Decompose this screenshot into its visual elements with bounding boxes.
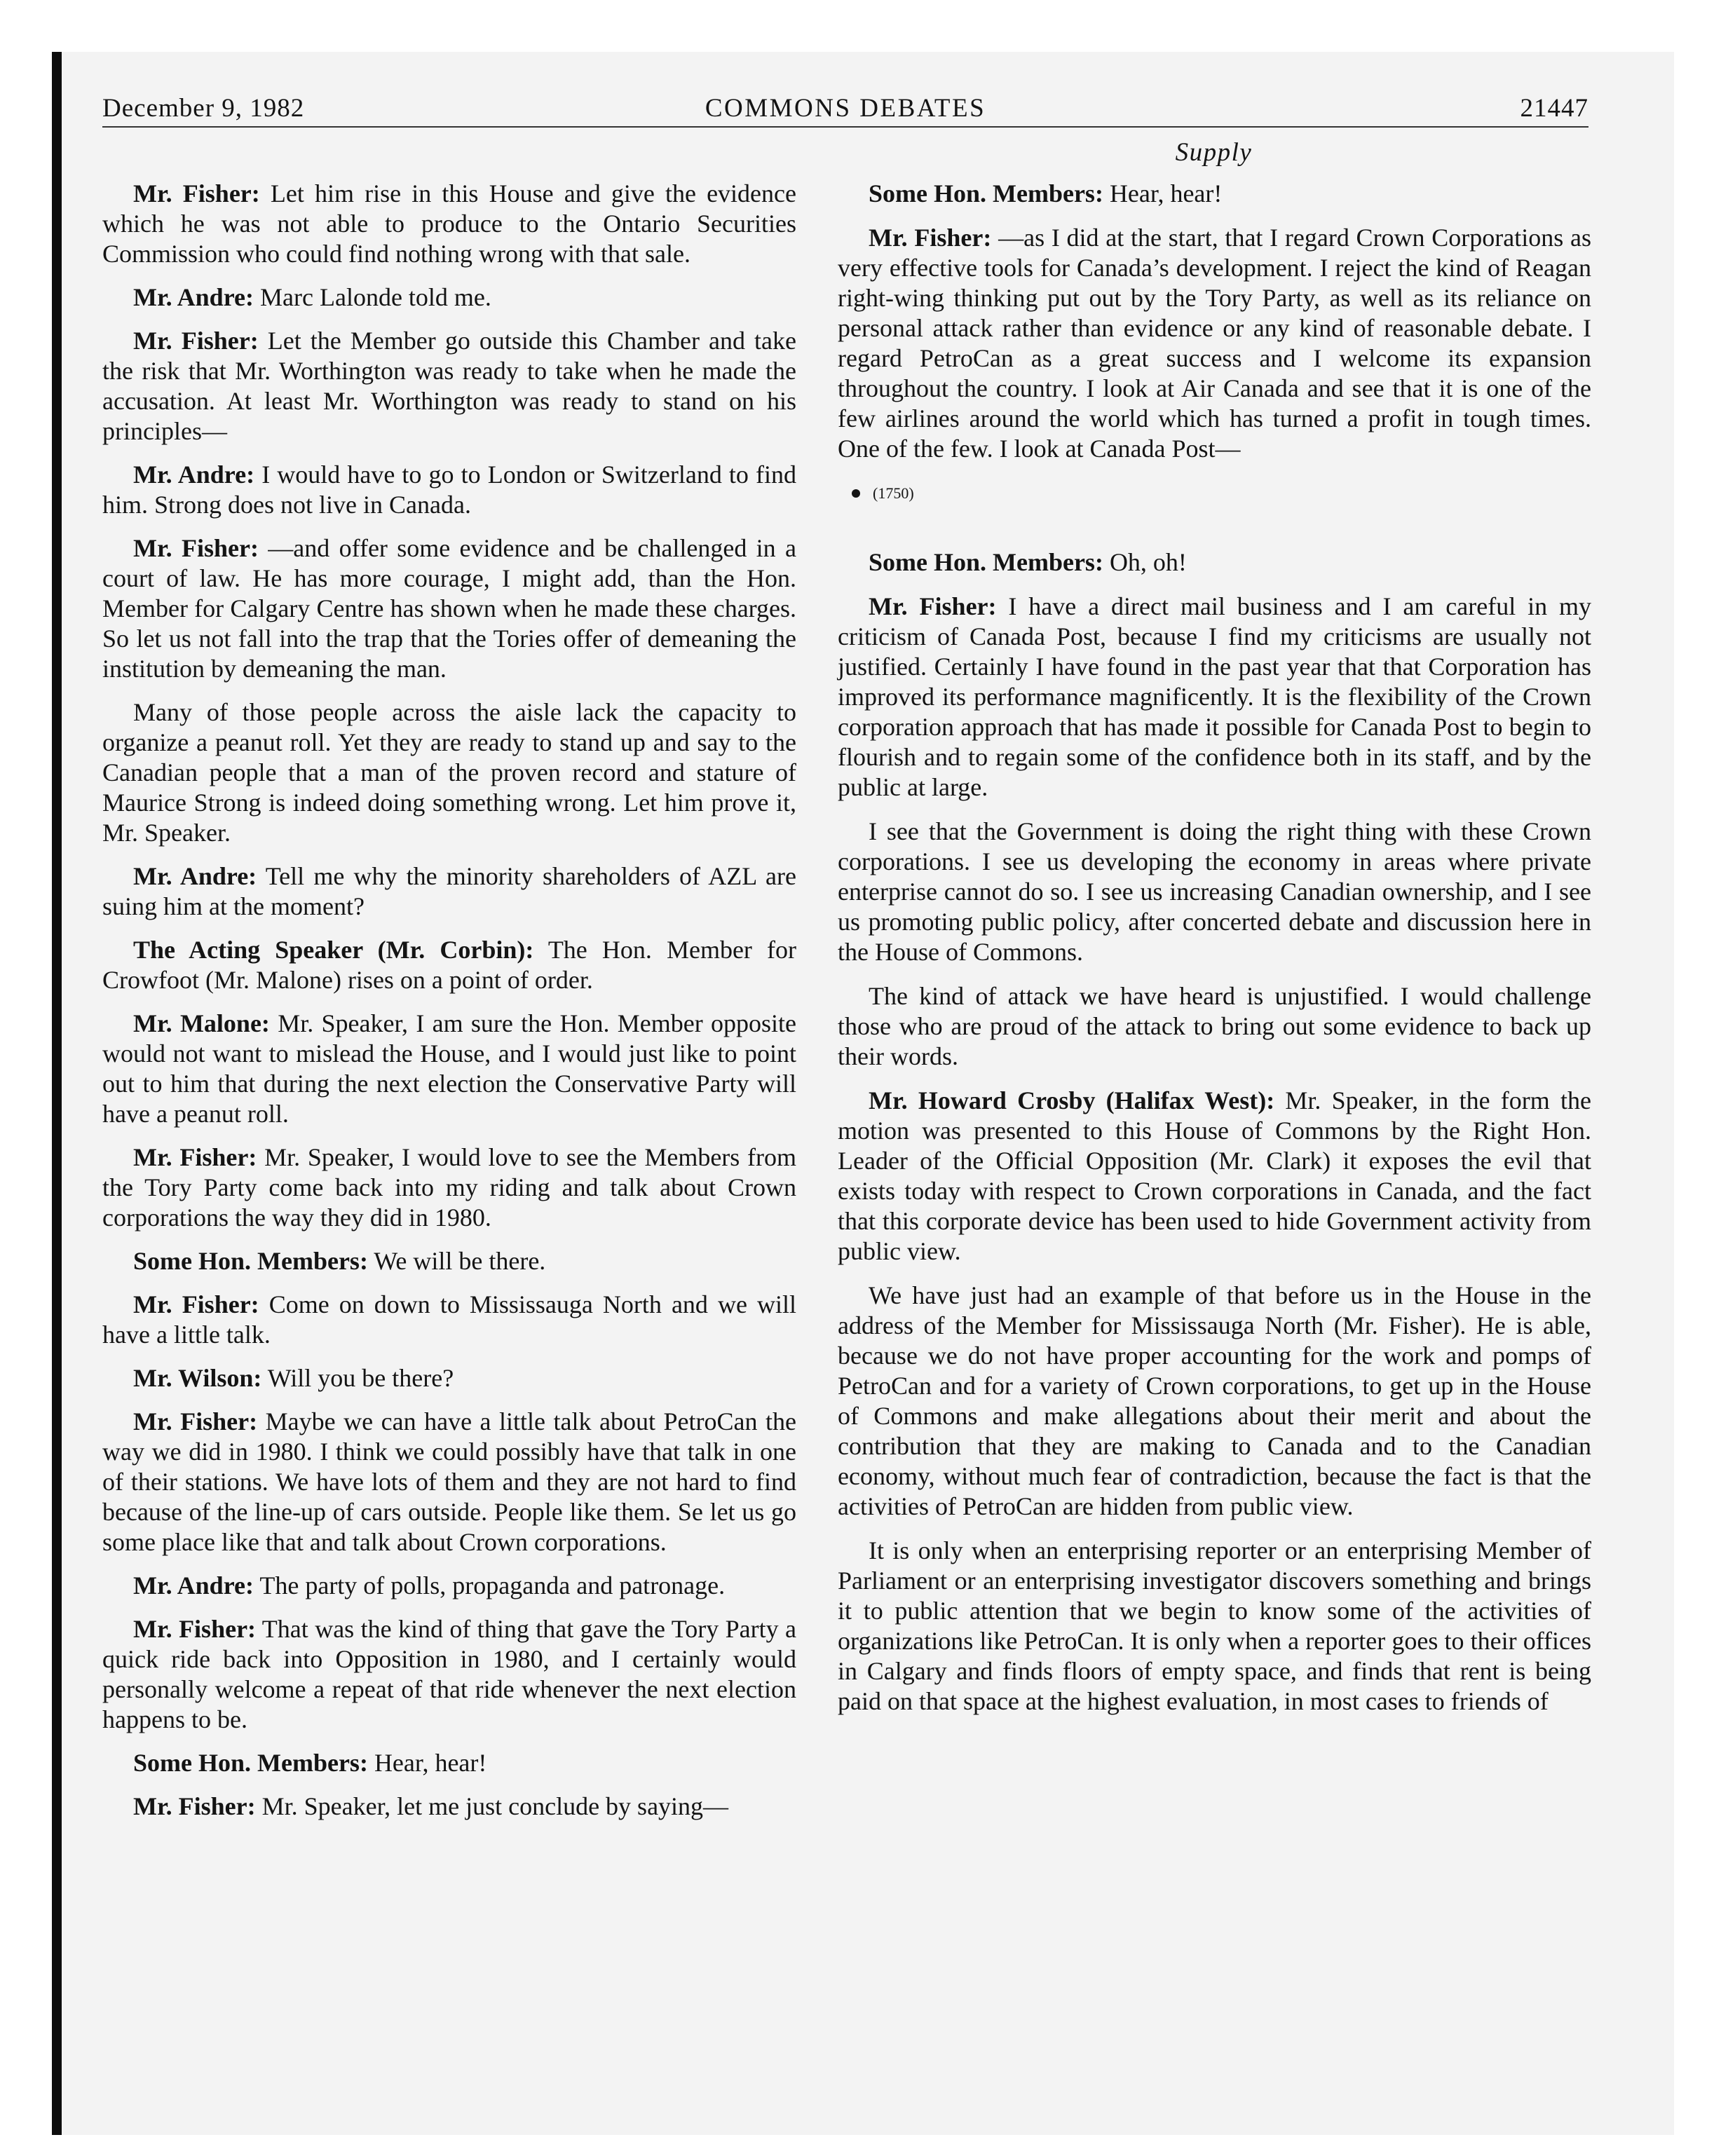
paragraph xyxy=(838,223,1591,464)
paragraph-text: Many of those people across the aisle lack the capacity to organize a peanut roll. Yet they are ready to stand up and say to the Canadian people that a man of the proven record and stature of Maurice Strong is indeed doing something wrong. Let him prove it, Mr. Speaker. xyxy=(102,698,796,847)
speaker-name: Some Hon. Members: xyxy=(869,179,1103,207)
paragraph-text: The party of polls, propaganda and patronage. xyxy=(254,1571,726,1599)
paragraph-text: Mr. Speaker, I am sure the Hon. Member opposite would not want to mislead the House, and I would just like to point out to him that during the next election the Conservative Party will have a peanut roll. xyxy=(102,1009,796,1128)
paragraph xyxy=(838,547,1591,578)
paragraph-text: We will be there. xyxy=(367,1247,546,1275)
paragraph-text: Mr. Speaker, in the form the motion was presented to this House of Commons by the Right Hon. Leader of the Official Opposition (Mr. Clark) it exposes the evil that exists today with respect to Crown corporations in Canada, and the fact that this corporate device has been used to hide Government activity from public view. xyxy=(838,1086,1591,1265)
paragraph-text: That was the kind of thing that gave the Tory Party a quick ride back into Opposition in 1980, and I certainly would personally welcome a repeat of that ride whenever the next election happens to be. xyxy=(102,1615,797,1733)
speaker-name: Mr. Fisher: xyxy=(869,592,997,620)
speaker-name: Mr. Fisher: xyxy=(133,327,259,355)
paragraph xyxy=(102,179,796,269)
speaker-name: The Acting Speaker (Mr. Corbin): xyxy=(133,936,534,964)
speaker-name: Some Hon. Members: xyxy=(133,1749,368,1777)
speaker-name: Some Hon. Members: xyxy=(133,1247,368,1275)
section-heading: Supply xyxy=(1175,138,1253,167)
speaker-name: Mr. Malone: xyxy=(133,1009,270,1037)
paragraph-text: Hear, hear! xyxy=(367,1749,487,1777)
speaker-name: Mr. Andre: xyxy=(133,1571,254,1599)
time-marker-label: (1750) xyxy=(873,484,914,502)
paragraph xyxy=(838,817,1591,967)
paragraph xyxy=(102,1407,796,1557)
header-title: COMMONS DEBATES xyxy=(705,94,986,123)
paragraph xyxy=(838,1536,1591,1717)
paragraph-text: Tell me why the minority shareholders of AZL are suing him at the moment? xyxy=(102,862,796,920)
paragraph-text: Let him rise in this House and give the evidence which he was not able to produce to the Ontario Securities Commission who could find nothing wrong with that sale. xyxy=(102,179,796,268)
right-column-part-b xyxy=(838,547,1591,1717)
header-page-number: 21447 xyxy=(1520,94,1588,123)
speaker-name: Mr. Andre: xyxy=(133,862,257,890)
paragraph xyxy=(102,460,796,520)
speaker-name: Mr. Fisher: xyxy=(133,1290,259,1318)
paragraph-text: The kind of attack we have heard is unjustified. I would challenge those who are proud of the attack to bring out some evidence to back up their words. xyxy=(838,982,1591,1070)
speaker-name: Mr. Andre: xyxy=(133,283,254,311)
paragraph-text: Mr. Speaker, let me just conclude by saying— xyxy=(255,1792,729,1820)
paragraph xyxy=(102,1009,796,1129)
paragraph-text: —and offer some evidence and be challenged in a court of law. He has more courage, I might add, than the Hon. Member for Calgary Centre has shown when he made these charges. So let us not fall into the trap that the Tories offer of demeaning the institution by demeaning the man. xyxy=(102,534,796,683)
right-column-part-a xyxy=(838,179,1591,464)
paragraph-text: —as I did at the start, that I regard Crown Corporations as very effective tools for Canada’s development. I reject the kind of Reagan right-wing thinking put out by the Tory Party, as well as its reliance on personal attack rather than evidence or any kind of reasonable debate. I regard PetroCan as a great success and I welcome its expansion throughout the country. I look at Air Canada and see that it is one of the few airlines around the world which has turned a profit in tough times. One of the few. I look at Canada Post— xyxy=(838,224,1591,463)
paragraph-text: I would have to go to London or Switzerland to find him. Strong does not live in Canada. xyxy=(102,460,796,519)
paragraph xyxy=(102,533,796,684)
paragraph-text: Come on down to Mississauga North and we will have a little talk. xyxy=(102,1290,797,1349)
speaker-name: Mr. Fisher: xyxy=(133,1407,258,1435)
speaker-name: Some Hon. Members: xyxy=(869,548,1103,576)
paragraph xyxy=(102,1792,796,1822)
paragraph-text: The Hon. Member for Crowfoot (Mr. Malone) rises on a point of order. xyxy=(102,936,796,994)
paragraph xyxy=(102,1290,796,1350)
paragraph xyxy=(838,592,1591,803)
paragraph xyxy=(838,981,1591,1072)
paragraph xyxy=(102,1748,796,1778)
speaker-name: Mr. Fisher: xyxy=(133,1792,256,1820)
paragraph xyxy=(102,697,796,848)
paragraph-text: Will you be there? xyxy=(261,1364,454,1392)
paragraph xyxy=(838,179,1591,209)
paragraph xyxy=(102,935,796,995)
header-rule xyxy=(102,126,1588,128)
paragraph-text: We have just had an example of that before us in the House in the address of the Member for Mississauga North (Mr. Fisher). He is able, because we do not have proper accounting for the work and pomps of PetroCan and for a variety of Crown corporations, to get up in the House of Commons and make allegations about their merit and about the contribution that they are making to Canada and to the Canadian economy, without much fear of contradiction, because the fact is that the activities of PetroCan are hidden from public view. xyxy=(838,1281,1591,1520)
speaker-name: Mr. Andre: xyxy=(133,460,255,489)
bullet-icon xyxy=(852,489,860,498)
left-column xyxy=(102,179,796,1835)
paragraph xyxy=(838,1086,1591,1267)
scan-edge xyxy=(52,52,62,2135)
paragraph xyxy=(102,1142,796,1233)
paragraph xyxy=(102,1246,796,1276)
paragraph xyxy=(102,861,796,922)
paragraph-text: I see that the Government is doing the right thing with these Crown corporations. I see us developing the economy in areas where private enterprise cannot do so. I see us increasing Canadian ownership, and I see us promoting public policy, after concerted debate and discussion here in the House of Commons. xyxy=(838,817,1591,966)
paragraph xyxy=(102,326,796,446)
speaker-name: Mr. Howard Crosby (Halifax West): xyxy=(869,1086,1275,1114)
paragraph-text: I have a direct mail business and I am careful in my criticism of Canada Post, because I find my criticisms are usually not justified. Certainly I have found in the past year that that Corporation has improved its performance magnificently. It is the flexibility of the Crown corporation approach that has made it possible for Canada Post to begin to flourish and to regain some of the confidence both in its staff, and by the public at large. xyxy=(838,592,1592,801)
right-column xyxy=(838,179,1591,1731)
paragraph-text: Maybe we can have a little talk about PetroCan the way we did in 1980. I think we could possibly have that talk in one of their stations. We have lots of them and they are not hard to find because of the line-up of cars outside. People like them. Se let us go some place like that and talk about Crown corporations. xyxy=(102,1407,797,1556)
speaker-name: Mr. Fisher: xyxy=(133,534,259,562)
time-marker xyxy=(852,478,1591,508)
speaker-name: Mr. Fisher: xyxy=(869,224,992,252)
paragraph-text: Mr. Speaker, I would love to see the Members from the Tory Party come back into my riding and talk about Crown corporations the way they did in 1980. xyxy=(102,1143,796,1231)
page-header xyxy=(102,90,1588,123)
speaker-name: Mr. Fisher: xyxy=(133,1615,257,1643)
paragraph xyxy=(102,1571,796,1601)
paragraph xyxy=(838,1281,1591,1522)
paragraph xyxy=(102,1363,796,1393)
paragraph xyxy=(102,1614,796,1735)
paragraph-text: It is only when an enterprising reporter or an enterprising Member of Parliament or an enterprising investigator discovers something and brings it to public attention that we begin to know some of the activities of organizations like PetroCan. It is only when a reporter goes to their offices in Calgary and finds floors of empty space, and finds that rent is being paid on that space at the highest evaluation, in most cases to friends of xyxy=(838,1536,1591,1715)
paragraph-text: Let the Member go outside this Chamber and take the risk that Mr. Worthington was ready to take when he made the accusation. At least Mr. Worthington was ready to stand on his principles— xyxy=(102,327,797,445)
header-date: December 9, 1982 xyxy=(102,94,305,123)
speaker-name: Mr. Fisher: xyxy=(133,179,260,207)
paragraph-text: Marc Lalonde told me. xyxy=(254,283,491,311)
speaker-name: Mr. Fisher: xyxy=(133,1143,257,1171)
speaker-name: Mr. Wilson: xyxy=(133,1364,262,1392)
paragraph xyxy=(102,282,796,313)
paragraph-text: Hear, hear! xyxy=(1103,179,1223,207)
paragraph-text: Oh, oh! xyxy=(1103,548,1187,576)
